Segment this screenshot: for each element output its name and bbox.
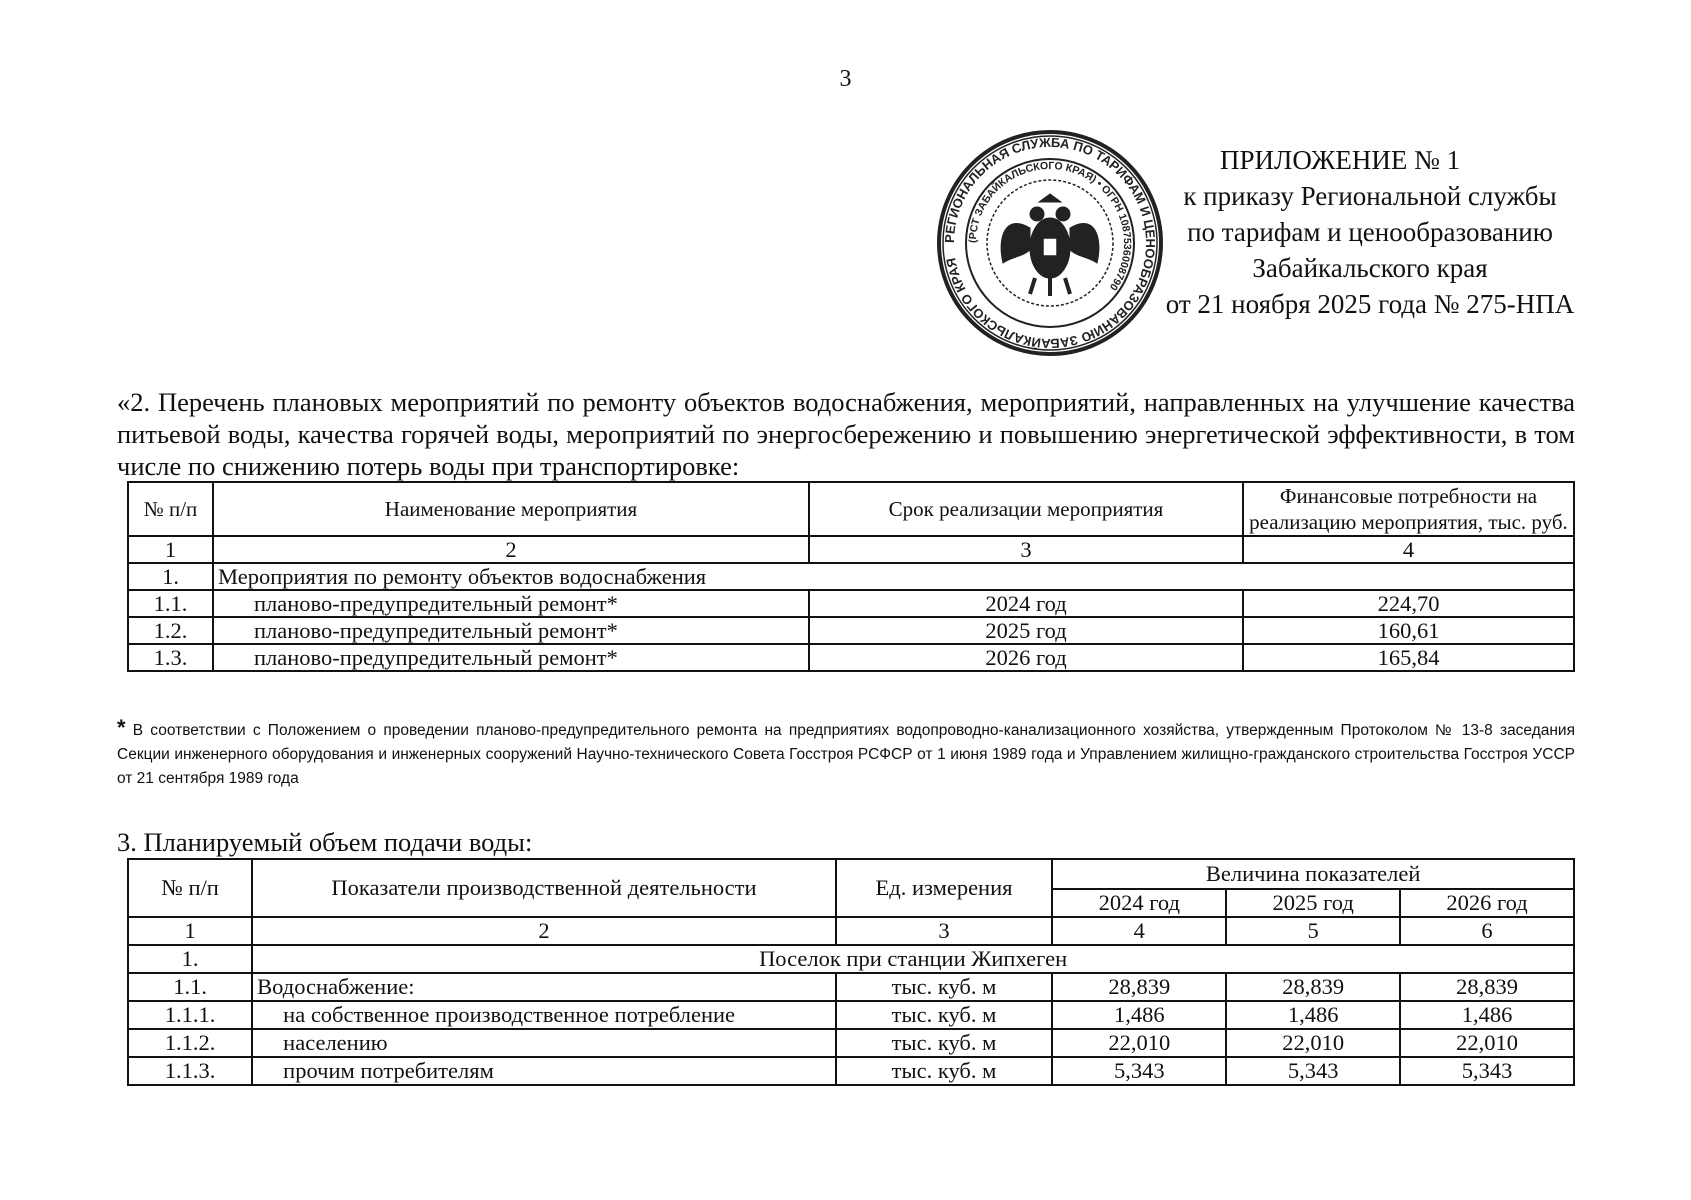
col-header-values: Величина показателей <box>1052 859 1574 889</box>
row-value-2026: 22,010 <box>1400 1029 1574 1057</box>
row-value-2024: 5,343 <box>1052 1057 1226 1085</box>
col-header-cost: Финансовые потребности на реализацию мероприятия, тыс. руб. <box>1243 482 1574 536</box>
table-header-row <box>128 482 1574 536</box>
row-num: 1.1. <box>128 590 213 617</box>
col-number: 4 <box>1243 536 1574 563</box>
table-row <box>128 973 1574 1001</box>
col-number: 5 <box>1226 917 1400 945</box>
page-number: 3 <box>839 66 852 92</box>
row-value-2026: 5,343 <box>1400 1057 1574 1085</box>
eagle-emblem-icon <box>1001 194 1099 296</box>
col-header-year-2024: 2024 год <box>1052 889 1226 917</box>
row-name: прочим потребителям <box>252 1057 836 1085</box>
col-header-unit: Ед. измерения <box>836 859 1053 917</box>
row-num: 1.1. <box>128 973 252 1001</box>
column-number-row <box>128 536 1574 563</box>
col-number: 4 <box>1052 917 1226 945</box>
row-name: населению <box>252 1029 836 1057</box>
col-header-term: Срок реализации мероприятия <box>809 482 1243 536</box>
col-header-num: № п/п <box>128 482 213 536</box>
row-value-2025: 1,486 <box>1226 1001 1400 1029</box>
row-term: 2024 год <box>809 590 1243 617</box>
col-number: 2 <box>213 536 809 563</box>
table-row <box>128 617 1574 644</box>
row-value-2024: 1,486 <box>1052 1001 1226 1029</box>
row-value-2025: 22,010 <box>1226 1029 1400 1057</box>
table-row <box>128 644 1574 671</box>
group-title: Поселок при станции Жипхеген <box>252 945 1574 973</box>
row-value-2026: 28,839 <box>1400 973 1574 1001</box>
column-number-row <box>128 917 1574 945</box>
footnote-star: * <box>117 715 126 740</box>
row-term: 2025 год <box>809 617 1243 644</box>
appendix-header <box>1150 142 1590 322</box>
row-value-2025: 5,343 <box>1226 1057 1400 1085</box>
footnote-text: В соответствии с Положением о проведении планово-предупредительного ремонта на предприятиях водопроводно-канализационного хозяйства, утвержденным Протоколом № 13-8 заседания Секции инженерного оборудования и инженерных сооружений Научно-технического Совета Госстроя РСФСР от 1 июня 1989 года и Управлением жилищно-гражданского строительства Госстроя УССР от 21 сентября 1989 года <box>117 722 1575 787</box>
row-name: планово-предупредительный ремонт* <box>213 617 809 644</box>
row-num: 1.2. <box>128 617 213 644</box>
table-row <box>128 1057 1574 1085</box>
row-name: Водоснабжение: <box>252 973 836 1001</box>
col-number: 3 <box>836 917 1053 945</box>
row-unit: тыс. куб. м <box>836 1057 1053 1085</box>
appendix-line-4: от 21 ноября 2025 года № 275-НПА <box>1165 289 1575 319</box>
footnote <box>117 716 1575 791</box>
table-row <box>128 1029 1574 1057</box>
official-seal <box>935 128 1165 358</box>
row-name: планово-предупредительный ремонт* <box>213 590 809 617</box>
seal-outer-text: РЕГИОНАЛЬНАЯ СЛУЖБА ПО ТАРИФАМ И ЦЕНООБРАЗОВАНИЮ ЗАБАЙКАЛЬСКОГО КРАЯ <box>941 134 1159 352</box>
group-row <box>128 563 1574 590</box>
appendix-line-1: к приказу Региональной службы <box>1183 181 1557 211</box>
appendix-title: ПРИЛОЖЕНИЕ № 1 <box>1220 145 1461 175</box>
table-header-row <box>128 859 1574 889</box>
col-header-indicator: Показатели производственной деятельности <box>252 859 836 917</box>
row-num: 1.1.2. <box>128 1029 252 1057</box>
table-row <box>128 590 1574 617</box>
col-number: 1 <box>128 536 213 563</box>
col-number: 3 <box>809 536 1243 563</box>
row-cost: 165,84 <box>1243 644 1574 671</box>
row-unit: тыс. куб. м <box>836 973 1053 1001</box>
row-unit: тыс. куб. м <box>836 1029 1053 1057</box>
section-2-title: «2. Перечень плановых мероприятий по ремонту объектов водоснабжения, мероприятий, направленных на улучшение качества питьевой воды, качества горячей воды, мероприятий по энергосбережению и повышению энергетической эффективности, в том числе по снижению потерь воды при транспортировке: <box>117 387 1575 481</box>
table-row <box>128 1001 1574 1029</box>
row-value-2025: 28,839 <box>1226 973 1400 1001</box>
water-supply-volume-table <box>127 858 1575 1086</box>
col-header-num: № п/п <box>128 859 252 917</box>
row-name: планово-предупредительный ремонт* <box>213 644 809 671</box>
col-header-year-2025: 2025 год <box>1226 889 1400 917</box>
col-number: 1 <box>128 917 252 945</box>
group-row <box>128 945 1574 973</box>
row-value-2024: 28,839 <box>1052 973 1226 1001</box>
group-num: 1. <box>128 945 252 973</box>
row-cost: 160,61 <box>1243 617 1574 644</box>
row-unit: тыс. куб. м <box>836 1001 1053 1029</box>
group-num: 1. <box>128 563 213 590</box>
seal-inner-text: (РСТ ЗАБАЙКАЛЬСКОГО КРАЯ) • ОГРН 1087536008790 <box>966 159 1134 293</box>
col-number: 6 <box>1400 917 1574 945</box>
row-num: 1.1.3. <box>128 1057 252 1085</box>
col-header-year-2026: 2026 год <box>1400 889 1574 917</box>
row-num: 1.3. <box>128 644 213 671</box>
appendix-line-2: по тарифам и ценообразованию <box>1187 217 1553 247</box>
repair-measures-table <box>127 481 1575 672</box>
appendix-line-3: Забайкальского края <box>1252 253 1488 283</box>
col-number: 2 <box>252 917 836 945</box>
row-value-2024: 22,010 <box>1052 1029 1226 1057</box>
col-header-name: Наименование мероприятия <box>213 482 809 536</box>
row-num: 1.1.1. <box>128 1001 252 1029</box>
row-term: 2026 год <box>809 644 1243 671</box>
row-cost: 224,70 <box>1243 590 1574 617</box>
row-value-2026: 1,486 <box>1400 1001 1574 1029</box>
section-3-title: 3. Планируемый объем подачи воды: <box>117 827 533 857</box>
row-name: на собственное производственное потребление <box>252 1001 836 1029</box>
group-title: Мероприятия по ремонту объектов водоснабжения <box>213 563 1574 590</box>
